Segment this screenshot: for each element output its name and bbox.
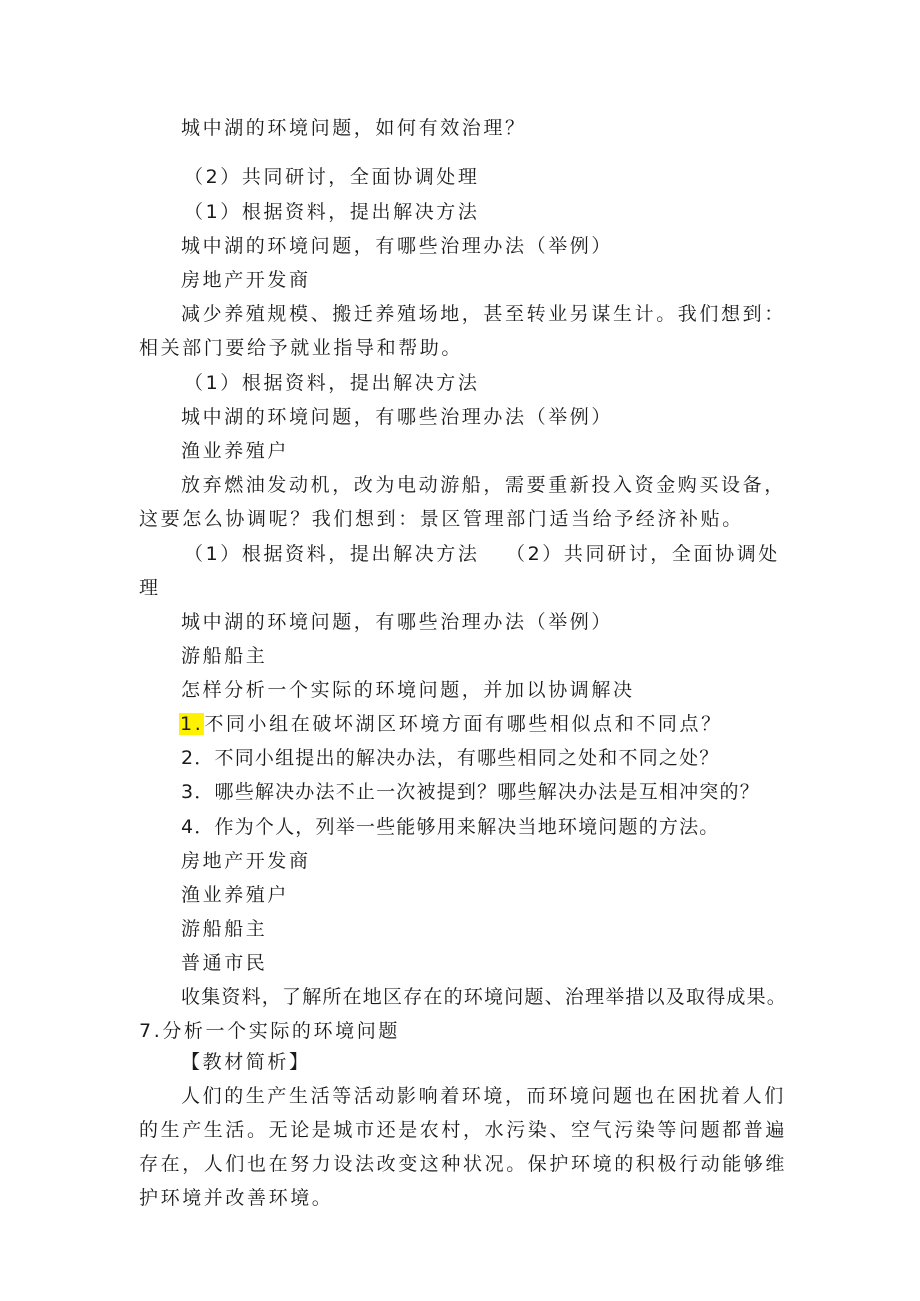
- paragraph-boat: 放弃燃油发动机，改为电动游船，需要重新投入资金购买设备，这要怎么协调呢？我们想到：景区管理部门适当给予经济补贴。: [139, 474, 786, 530]
- question-item: [179, 712, 723, 736]
- section-label: 【教材简析】: [181, 1051, 311, 1073]
- section-heading: 城中湖的环境问题，有哪些治理办法（举例）: [181, 611, 614, 633]
- discussion-heading: 怎样分析一个实际的环境问题，并加以协调解决: [181, 679, 635, 701]
- question-item: 2．不同小组提出的解决办法，有哪些相同之处和不同之处？: [181, 747, 720, 769]
- role-label: 渔业养殖户: [181, 884, 290, 906]
- role-label: 游船船主: [181, 918, 268, 940]
- highlight-mark: 1.: [180, 713, 204, 735]
- section-heading: 城中湖的环境问题，有哪些治理办法（举例）: [181, 235, 614, 257]
- paragraph-fishery: 减少养殖规模、搬迁养殖场地，甚至转业另谋生计。我们想到：相关部门要给予就业指导和帮助。: [139, 303, 786, 359]
- role-label: 游船船主: [181, 645, 268, 667]
- role-label: 房地产开发商: [181, 850, 311, 872]
- step-1-label: （1）根据资料，提出解决方法: [184, 543, 480, 565]
- role-label: 房地产开发商: [181, 269, 311, 291]
- paragraph-analysis: 人们的生产生活等活动影响着环境，而环境问题也在困扰着人们的生产生活。无论是城市还是农村，水污染、空气污染等问题都普遍存在，人们也在努力设法改变这种状况。保护环境的积极行动能够维护环境并改善环境。: [139, 1085, 788, 1209]
- section-heading: 城中湖的环境问题，有哪些治理办法（举例）: [181, 406, 614, 428]
- step-2-label: （2）共同研讨，全面协调处理: [184, 166, 480, 188]
- step-1-label: （1）根据资料，提出解决方法: [184, 201, 480, 223]
- step-2-label-wrap: 理: [139, 577, 161, 599]
- task-instruction: 收集资料，了解所在地区存在的环境问题、治理举措以及取得成果。: [181, 986, 788, 1008]
- question-item: 3．哪些解决办法不止一次被提到？哪些解决办法是互相冲突的？: [181, 781, 760, 803]
- step-1-label: （1）根据资料，提出解决方法: [184, 372, 480, 394]
- question-text: 不同小组在破坏湖区环境方面有哪些相似点和不同点？: [204, 713, 723, 735]
- role-label: 渔业养殖户: [181, 440, 290, 462]
- role-label: 普通市民: [181, 952, 268, 974]
- question-item: 4．作为个人，列举一些能够用来解决当地环境问题的方法。: [181, 816, 720, 838]
- lesson-title: 7.分析一个实际的环境问题: [139, 1020, 400, 1042]
- step-2-label: （2）共同研讨，全面协调处: [506, 543, 780, 565]
- question-heading: 城中湖的环境问题，如何有效治理？: [181, 117, 527, 139]
